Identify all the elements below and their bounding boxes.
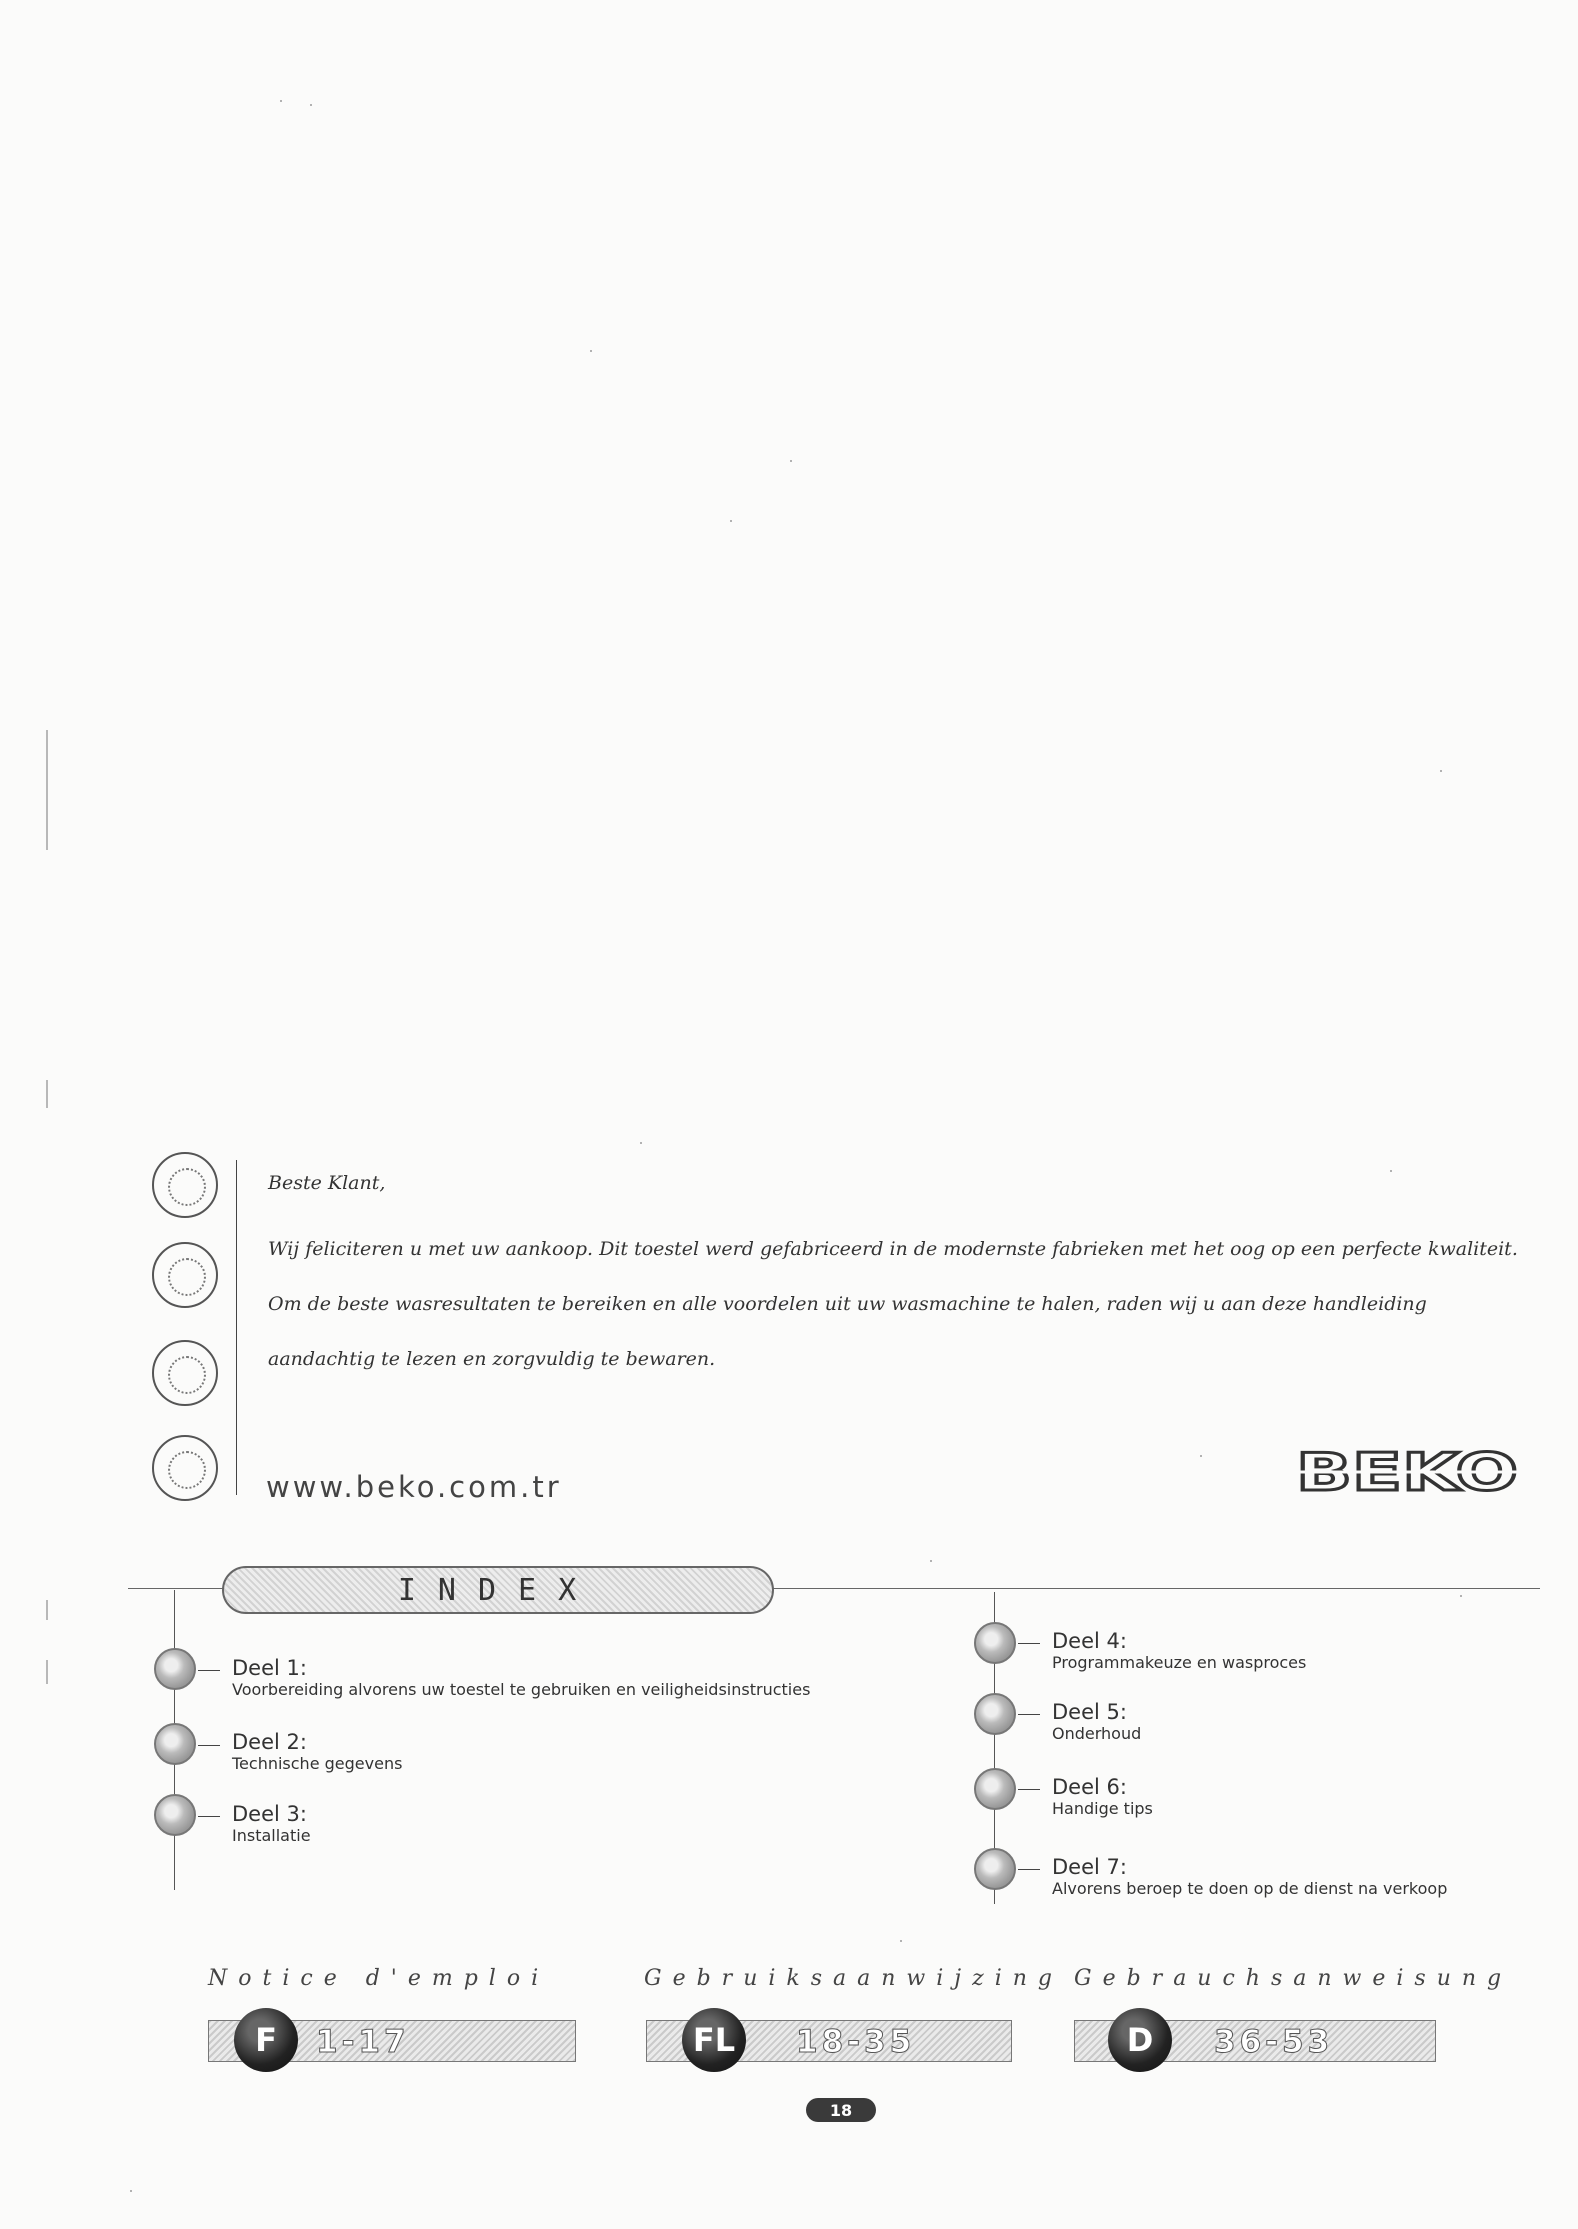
bullet-icon — [154, 1648, 196, 1690]
index-entry-deel-7[interactable] — [1052, 1855, 1447, 1899]
certification-seal-icon — [152, 1242, 218, 1308]
index-entry-desc: Alvorens beroep te doen op de dienst na verkoop — [1052, 1879, 1448, 1898]
bullet-icon — [974, 1768, 1016, 1810]
bullet-icon — [974, 1622, 1016, 1664]
intro-letter — [268, 1172, 1528, 1387]
index-entry-title: Deel 5: — [1052, 1700, 1127, 1724]
index-entry-desc: Handige tips — [1052, 1799, 1153, 1818]
language-title-fr: Notice d'emploi — [208, 1966, 550, 1991]
index-entry-title: Deel 2: — [232, 1730, 307, 1754]
bullet-icon — [974, 1848, 1016, 1890]
index-entry-desc: Installatie — [232, 1826, 311, 1845]
intro-paragraph: Wij feliciteren u met uw aankoop. Dit toestel werd gefabriceerd in de modernste fabrieken met het oog op een perfecte kwaliteit. Om de beste wasresultaten te bereiken en alle voordelen uit uw wasmachine te halen, raden wij u aan deze handleiding aandachtig te lezen en zorgvuldig te bewaren. — [268, 1238, 1518, 1370]
certification-seal-icon — [152, 1340, 218, 1406]
page-range-fr: 1-17 — [316, 2024, 410, 2060]
beko-logo — [1296, 1446, 1518, 1496]
divider — [236, 1160, 237, 1495]
index-entry-title: Deel 7: — [1052, 1855, 1127, 1879]
language-title-nl: Gebruiksaanwijzing — [644, 1966, 1063, 1991]
index-entry-deel-3[interactable] — [232, 1802, 311, 1846]
index-entry-title: Deel 1: — [232, 1656, 307, 1680]
index-entry-title: Deel 3: — [232, 1802, 307, 1826]
greeting: Beste Klant, — [268, 1172, 386, 1194]
page-number: 18 — [806, 2098, 876, 2122]
certification-seals — [148, 1150, 228, 1505]
index-entry-deel-1[interactable] — [232, 1656, 810, 1700]
language-badge-nl: FL — [682, 2008, 746, 2072]
bullet-icon — [154, 1723, 196, 1765]
language-badge-de: D — [1108, 2008, 1172, 2072]
index-entry-desc: Technische gegevens — [232, 1754, 403, 1773]
index-heading: INDEX — [222, 1566, 774, 1614]
certification-seal-icon — [152, 1152, 218, 1218]
index-entry-deel-6[interactable] — [1052, 1775, 1153, 1819]
index-entry-title: Deel 6: — [1052, 1775, 1127, 1799]
language-badge-fr: F — [234, 2008, 298, 2072]
brand-logotype: BEKO — [1296, 1446, 1518, 1496]
website-link[interactable]: www.beko.com.tr — [266, 1470, 562, 1504]
bullet-icon — [974, 1693, 1016, 1735]
bullet-icon — [154, 1794, 196, 1836]
page-range-de: 36-53 — [1214, 2024, 1334, 2060]
index-entry-deel-4[interactable] — [1052, 1629, 1306, 1673]
certification-seal-icon — [152, 1435, 218, 1501]
index-entry-desc: Onderhoud — [1052, 1724, 1142, 1743]
index-entry-deel-2[interactable] — [232, 1730, 402, 1774]
language-title-de: Gebrauchsanweisung — [1074, 1966, 1513, 1991]
index-entry-desc: Programmakeuze en wasproces — [1052, 1653, 1307, 1672]
index-entry-deel-5[interactable] — [1052, 1700, 1141, 1744]
index-entry-title: Deel 4: — [1052, 1629, 1127, 1653]
index-entry-desc: Voorbereiding alvorens uw toestel te gebruiken en veiligheidsinstructies — [232, 1680, 811, 1699]
page-range-nl: 18-35 — [796, 2024, 916, 2060]
